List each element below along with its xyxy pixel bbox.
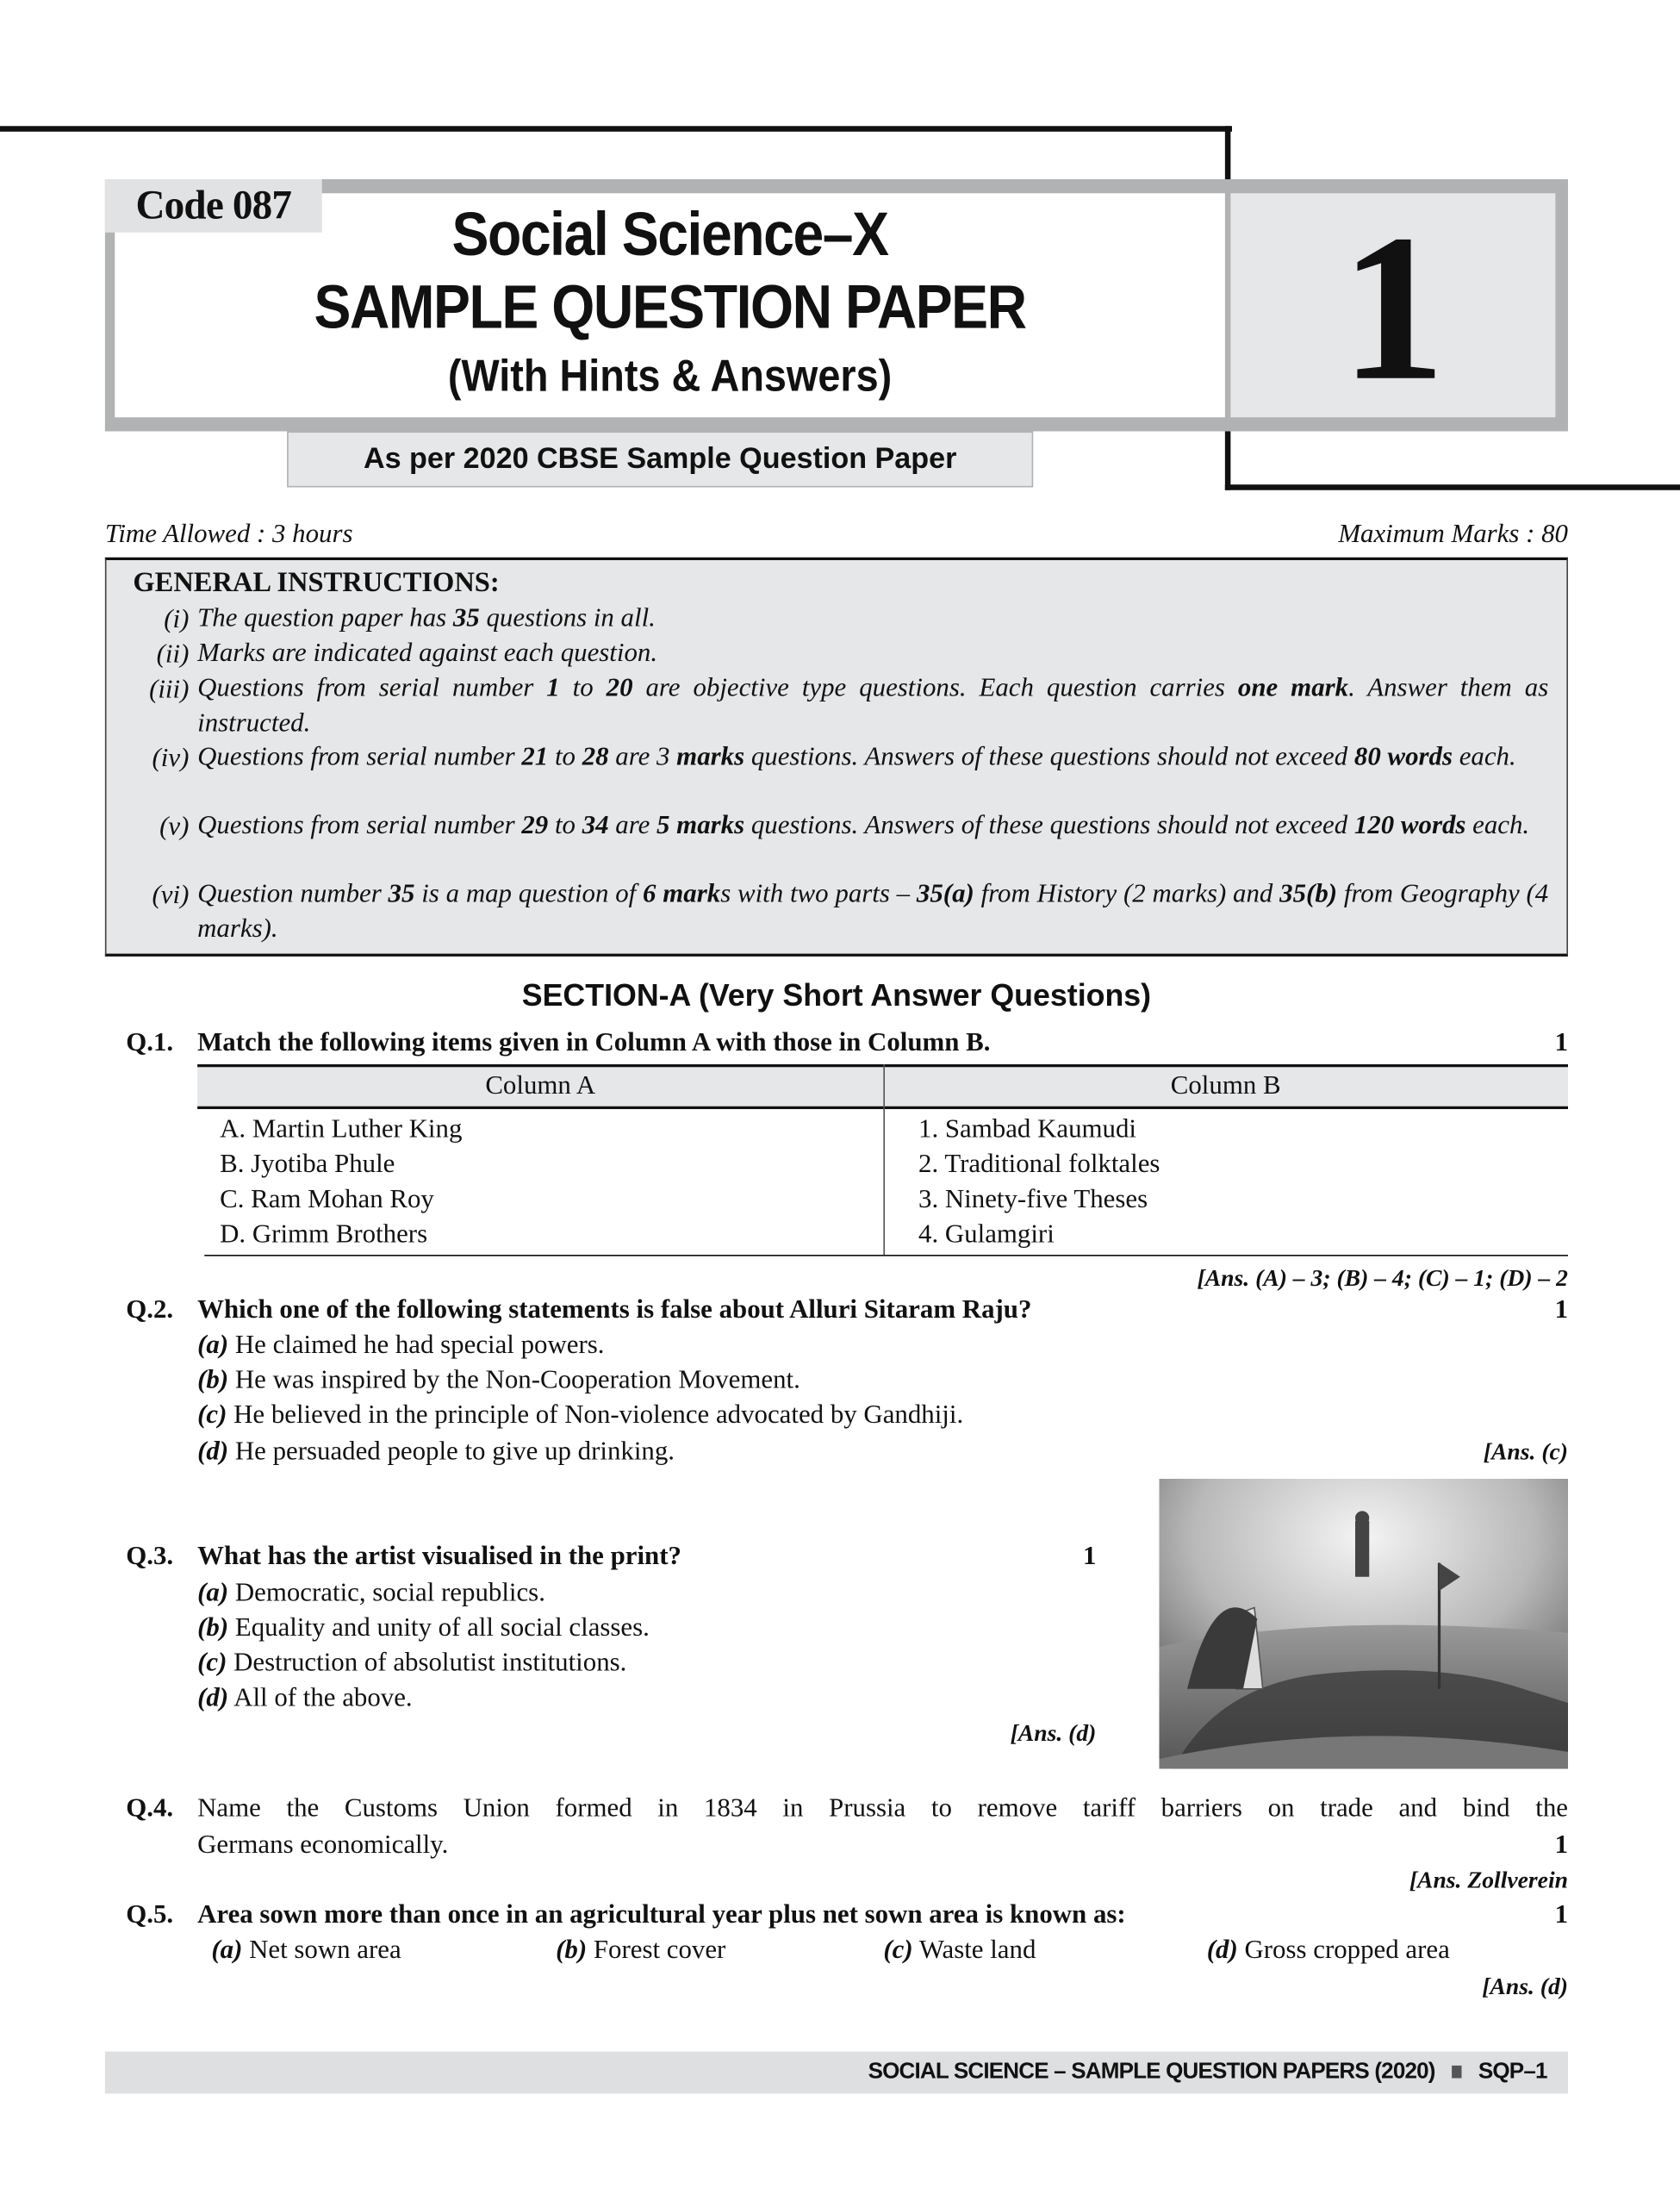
- instruction-segment: s with two parts –: [720, 879, 917, 909]
- instruction-bold-segment: 29: [521, 810, 549, 840]
- instruction-bold-segment: 20: [606, 673, 633, 703]
- instruction-segment: Questions from serial number: [197, 810, 522, 840]
- q2-number: Q.2.: [126, 1295, 174, 1325]
- instruction-segment: questions. Answers of these questions should not exceed: [744, 742, 1354, 772]
- q5-number: Q.5.: [126, 1900, 174, 1930]
- instruction-bold-segment: 1: [546, 673, 560, 703]
- instruction-text: [197, 637, 1548, 671]
- instruction-segment: is a map question of: [414, 879, 644, 909]
- option-label: (b): [197, 1613, 229, 1643]
- instructions-heading: GENERAL INSTRUCTIONS:: [133, 567, 500, 598]
- option-label: (c): [197, 1400, 227, 1431]
- footer-square-icon: [1452, 2066, 1461, 2079]
- instruction-text: [197, 672, 1548, 741]
- option-text: He was inspired by the Non-Cooperation Movement.: [234, 1365, 800, 1395]
- cbse-subtitle-badge: As per 2020 CBSE Sample Question Paper: [287, 432, 1033, 488]
- instruction-bold-segment: marks: [676, 742, 745, 772]
- paper-number: 1: [1340, 191, 1446, 425]
- q1-text: Match the following items given in Column A with those in Column B.: [197, 1027, 991, 1057]
- instruction-segment: each.: [1452, 742, 1516, 772]
- q3-answer: [Ans. (d): [1010, 1719, 1097, 1747]
- q3-option-b: [197, 1611, 650, 1646]
- q5-option-b: [556, 1933, 725, 1968]
- instruction-number: (ii): [156, 639, 190, 670]
- instruction-segment: to: [559, 673, 607, 703]
- instruction-segment: are objective type questions. Each question carries: [632, 673, 1238, 703]
- instruction-bold-segment: 35: [388, 879, 415, 909]
- instruction-number: (vi): [152, 881, 190, 911]
- column-b-item: 4. Gulamgiri: [918, 1219, 1055, 1250]
- option-text: He claimed he had special powers.: [234, 1330, 605, 1360]
- instruction-segment: Question number: [197, 879, 389, 909]
- instruction-number: (i): [164, 605, 190, 635]
- q2-marks: 1: [1554, 1295, 1568, 1325]
- q5-answer: [Ans. (d): [1482, 1973, 1568, 2000]
- q2-answer: [Ans. (c): [1483, 1437, 1568, 1465]
- time-allowed: Time Allowed : 3 hours: [104, 519, 353, 549]
- q1-marks: 1: [1554, 1027, 1568, 1057]
- option-label: (d): [197, 1683, 229, 1713]
- column-b-item: 1. Sambad Kaumudi: [918, 1114, 1136, 1144]
- q5-option-a: [211, 1933, 401, 1968]
- instruction-text: [197, 602, 1548, 637]
- title-line-3: (With Hints & Answers): [447, 350, 893, 401]
- instruction-bold-segment: one mark: [1237, 673, 1349, 703]
- code-badge: Code 087: [105, 179, 322, 233]
- q1-number: Q.1.: [126, 1027, 174, 1057]
- instruction-segment: are: [608, 810, 657, 840]
- instruction-number: (iv): [152, 743, 190, 773]
- instruction-segment: from History (2 marks) and: [974, 879, 1280, 909]
- q3-option-c: [197, 1645, 626, 1680]
- q4-text-line-2: Germans economically.: [197, 1830, 449, 1860]
- instruction-bold-segment: 6 mark: [643, 879, 721, 909]
- option-label: (b): [556, 1935, 588, 1965]
- instruction-segment: Questions from serial number: [197, 673, 547, 703]
- table-bottom-border: [204, 1255, 1568, 1256]
- q2-option-d: [197, 1434, 675, 1469]
- instruction-segment: to: [548, 742, 582, 772]
- instruction-segment: Marks are indicated against each question.: [197, 639, 658, 669]
- option-label: (b): [197, 1365, 229, 1395]
- q2-option-b: [197, 1362, 800, 1398]
- title-line-1: Social Science–X: [451, 200, 888, 269]
- option-text: He believed in the principle of Non-violence advocated by Gandhiji.: [233, 1400, 964, 1431]
- column-a-item: C. Ram Mohan Roy: [220, 1184, 434, 1214]
- instruction-bold-segment: 120 words: [1353, 810, 1466, 840]
- print-illustration-icon: [1160, 1479, 1569, 1768]
- q2-option-c: [197, 1398, 963, 1433]
- instruction-text: [197, 741, 1548, 776]
- column-b-item: 3. Ninety-five Theses: [918, 1184, 1148, 1214]
- instruction-bold-segment: 28: [582, 742, 609, 772]
- match-table: [197, 1064, 1568, 1257]
- footer-title: SOCIAL SCIENCE – SAMPLE QUESTION PAPERS (2020): [868, 2060, 1435, 2084]
- q1-answer: [Ans. (A) – 3; (B) – 4; (C) – 1; (D) – 2: [1197, 1264, 1568, 1292]
- option-label: (a): [197, 1578, 229, 1608]
- q3-option-a: [197, 1575, 545, 1611]
- option-text: Net sown area: [249, 1935, 401, 1965]
- option-label: (a): [211, 1935, 243, 1965]
- instruction-bold-segment: 34: [582, 810, 609, 840]
- instruction-bold-segment: 35(b): [1279, 879, 1338, 909]
- title-line-2: SAMPLE QUESTION PAPER: [314, 272, 1026, 342]
- q2-text: Which one of the following statements is false about Alluri Sitaram Raju?: [197, 1295, 1032, 1325]
- frame-top-line: [0, 126, 1232, 132]
- footer-text: [105, 2052, 1547, 2094]
- option-label: (d): [1206, 1935, 1238, 1965]
- instruction-segment: The question paper has: [197, 603, 453, 633]
- instruction-number: (iii): [149, 675, 190, 705]
- instruction-segment: questions. Answers of these questions should not exceed: [744, 810, 1354, 840]
- q3-option-d: [197, 1680, 413, 1716]
- option-label: (c): [197, 1648, 227, 1678]
- option-text: Destruction of absolutist institutions.: [233, 1648, 627, 1678]
- q5-option-c: [883, 1933, 1036, 1968]
- column-a-item: D. Grimm Brothers: [220, 1219, 428, 1250]
- instruction-segment: Questions from serial number: [197, 742, 522, 772]
- q4-text-line-1: Name the Customs Union formed in 1834 in Prussia to remove tariff barriers on trade and bind the: [197, 1793, 1568, 1824]
- instruction-segment: questions in all.: [479, 603, 656, 633]
- q5-marks: 1: [1554, 1900, 1568, 1930]
- q5-text: Area sown more than once in an agricultural year plus net sown area is known as:: [197, 1900, 1126, 1930]
- option-text: Waste land: [918, 1935, 1036, 1965]
- q5-option-d: [1207, 1933, 1450, 1968]
- q3-marks: 1: [1082, 1542, 1097, 1572]
- instruction-bold-segment: 5 marks: [656, 810, 745, 840]
- instruction-bold-segment: 80 words: [1353, 742, 1453, 772]
- instruction-text: [197, 809, 1548, 844]
- option-text: He persuaded people to give up drinking.: [234, 1437, 675, 1467]
- q4-marks: 1: [1554, 1830, 1568, 1860]
- column-b-header: Column B: [1170, 1071, 1281, 1101]
- option-text: Equality and unity of all social classes.: [234, 1613, 650, 1643]
- column-b-item: 2. Traditional folktales: [918, 1150, 1160, 1180]
- instruction-segment: from Geography (4 marks).: [197, 879, 1549, 944]
- instruction-segment: are 3: [608, 742, 677, 772]
- instruction-bold-segment: 21: [521, 742, 549, 772]
- option-text: All of the above.: [233, 1683, 413, 1713]
- q3-text: What has the artist visualised in the print?: [197, 1542, 681, 1572]
- instruction-segment: each.: [1465, 810, 1530, 840]
- q4-answer: [Ans. Zollverein: [1409, 1867, 1568, 1893]
- column-a-item: A. Martin Luther King: [220, 1114, 463, 1144]
- instruction-text: [197, 878, 1548, 947]
- frame-bottom-line: [1225, 484, 1680, 490]
- column-a-header: Column A: [485, 1071, 596, 1101]
- q3-number: Q.3.: [126, 1542, 174, 1572]
- q2-option-a: [197, 1328, 604, 1363]
- max-marks: Maximum Marks : 80: [1338, 519, 1568, 549]
- option-text: Democratic, social republics.: [234, 1578, 545, 1608]
- option-text: Forest cover: [593, 1935, 726, 1965]
- option-label: (a): [197, 1330, 229, 1360]
- instruction-bold-segment: 35: [452, 603, 480, 633]
- option-label: (d): [197, 1437, 229, 1467]
- artist-print-image: [1160, 1479, 1569, 1768]
- instruction-segment: to: [548, 810, 582, 840]
- column-a-item: B. Jyotiba Phule: [220, 1150, 395, 1180]
- instruction-bold-segment: 35(a): [916, 879, 974, 909]
- instruction-number: (v): [159, 812, 190, 842]
- footer-page-number: SQP–1: [1478, 2060, 1547, 2084]
- section-a-heading: SECTION-A (Very Short Answer Questions): [521, 977, 1152, 1013]
- option-label: (c): [883, 1935, 913, 1965]
- q4-number: Q.4.: [126, 1793, 174, 1824]
- instruction-segment: . Answer them as instructed.: [197, 673, 1549, 738]
- option-text: Gross cropped area: [1244, 1935, 1450, 1965]
